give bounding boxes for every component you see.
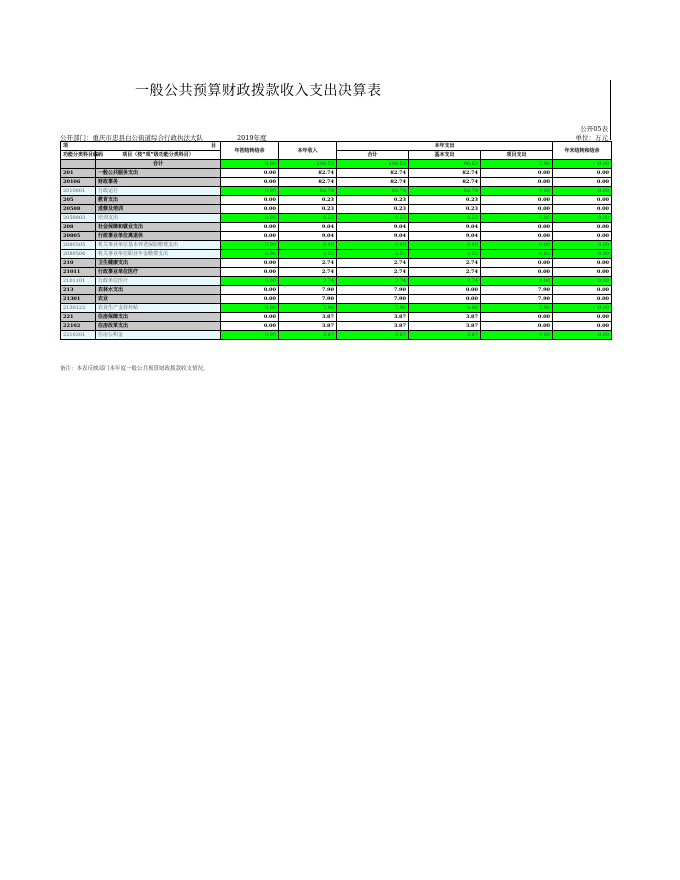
row-value: 2.58 [279,250,337,259]
row-value: 7.90 [481,286,553,295]
row-name: 农业 [96,295,221,304]
header-basic: 基本支出 [409,151,481,160]
row-value: 0.00 [221,205,279,214]
row-value: 82.74 [409,187,481,196]
table-row [61,169,612,178]
table-row [61,178,612,187]
row-value: 0.00 [221,259,279,268]
row-value: 0.00 [553,277,612,286]
header-total: 合计 [337,151,409,160]
row-value: 0.00 [221,277,279,286]
header-income: 本年收入 [279,142,337,160]
row-value: 0.00 [553,169,612,178]
row-value: 0.00 [221,241,279,250]
row-value: 0.00 [221,286,279,295]
row-value: 82.74 [337,178,409,187]
row-value: 0.00 [409,304,481,313]
row-value: 0.00 [481,214,553,223]
header-code: 功能分类科目编码 [61,151,96,160]
row-code: 2101101 [61,277,96,286]
row-code: 201 [61,169,96,178]
table-row [61,196,612,205]
row-value: 0.00 [221,313,279,322]
budget-table [60,141,612,340]
row-value: 3.87 [409,322,481,331]
row-code: 221 [61,313,96,322]
row-value: 0.00 [221,268,279,277]
divider-line [610,80,611,140]
row-value: 3.87 [279,313,337,322]
row-value: 0.00 [221,331,279,340]
header-row-top [61,142,612,151]
row-value: 0.00 [221,214,279,223]
row-name: 进修及培训 [96,205,221,214]
row-value: 0.00 [553,178,612,187]
row-value: 82.74 [337,169,409,178]
page-title: 一般公共预算财政拨款收入支出决算表 [135,83,382,99]
row-value: 2.74 [279,277,337,286]
row-code: 2080505 [61,241,96,250]
table-row [61,241,612,250]
header-name: 项目（按“项”级功能分类科目） [96,151,221,160]
row-code: 210 [61,259,96,268]
row-value: 82.74 [409,169,481,178]
row-value: 82.74 [279,178,337,187]
row-name: 培训支出 [96,214,221,223]
row-value: 82.74 [337,187,409,196]
row-value: 0.23 [409,205,481,214]
row-value: 3.87 [409,313,481,322]
table-row [61,331,612,340]
row-value: 0.00 [553,160,612,169]
row-name: 农业生产支持补贴 [96,304,221,313]
table-body [61,160,612,340]
table-row [61,223,612,232]
table-row [61,313,612,322]
row-value: 0.00 [553,295,612,304]
row-value: 0.23 [409,214,481,223]
row-value: 7.90 [337,295,409,304]
row-name: 教育支出 [96,196,221,205]
row-value: 0.00 [553,250,612,259]
row-code: 20805 [61,232,96,241]
row-value: 0.00 [553,205,612,214]
row-code: 205 [61,196,96,205]
row-value: 9.04 [279,232,337,241]
row-value: 98.63 [409,160,481,169]
table-row [61,268,612,277]
row-value: 0.23 [279,214,337,223]
header-mu: 目 [211,143,217,149]
row-value: 0.00 [553,259,612,268]
row-value: 3.87 [337,313,409,322]
row-value: 2.58 [409,250,481,259]
row-value: 9.04 [337,232,409,241]
row-value: 0.00 [553,214,612,223]
row-value: 0.00 [481,205,553,214]
row-value: 7.90 [279,304,337,313]
table-row [61,160,612,169]
row-value: 0.00 [553,268,612,277]
row-value: 0.23 [279,196,337,205]
row-value: 0.00 [481,187,553,196]
row-name: 财政事务 [96,178,221,187]
row-value: 3.87 [279,322,337,331]
row-name: 行政事业单位离退休 [96,232,221,241]
row-value: 3.87 [409,331,481,340]
row-value: 9.04 [409,223,481,232]
row-value: 0.00 [221,178,279,187]
row-value: 3.87 [337,331,409,340]
row-value: 0.00 [221,196,279,205]
unit-label: 单位：万元 [575,134,608,142]
row-value: 2.74 [337,259,409,268]
row-code: 2130122 [61,304,96,313]
row-value: 0.00 [553,322,612,331]
row-value: 9.04 [409,232,481,241]
row-value: 6.46 [409,241,481,250]
row-value: 0.00 [221,160,279,169]
row-value: 82.74 [279,187,337,196]
row-code: 20106 [61,178,96,187]
row-code: 21011 [61,268,96,277]
row-code: 21301 [61,295,96,304]
table-row [61,322,612,331]
row-code [61,160,96,169]
row-value: 0.00 [481,169,553,178]
row-value: 2.74 [279,268,337,277]
row-value: 0.00 [553,232,612,241]
table-row [61,250,612,259]
row-value: 7.90 [481,160,553,169]
row-value: 0.00 [481,313,553,322]
row-value: 82.74 [279,169,337,178]
row-value: 0.00 [221,169,279,178]
year-label: 2019年度 [237,134,267,142]
row-value: 3.87 [337,322,409,331]
row-value: 2.74 [337,277,409,286]
header-row-main [61,151,612,160]
row-value: 0.00 [481,277,553,286]
row-value: 6.46 [337,241,409,250]
row-value: 2.74 [409,268,481,277]
header-current-expend: 本年支出 [337,142,553,151]
table-row [61,286,612,295]
table-row [61,232,612,241]
row-value: 0.00 [553,331,612,340]
row-name: 住房改革支出 [96,322,221,331]
row-value: 0.23 [279,205,337,214]
row-value: 7.90 [481,304,553,313]
row-value: 9.04 [279,223,337,232]
row-value: 0.00 [553,286,612,295]
row-name: 行政单位医疗 [96,277,221,286]
row-value: 2.74 [337,268,409,277]
row-value: 0.00 [409,286,481,295]
header-begin-balance: 年初结转结余 [221,142,279,160]
row-name: 一般公共服务支出 [96,169,221,178]
row-value: 0.23 [337,214,409,223]
table-row [61,295,612,304]
header-xiang-mu [61,142,221,151]
row-value: 0.00 [221,187,279,196]
row-value: 6.46 [279,241,337,250]
row-code: 208 [61,223,96,232]
row-value: 0.00 [221,295,279,304]
row-name: 行政运行 [96,187,221,196]
table-row [61,205,612,214]
row-value: 2.58 [337,250,409,259]
row-value: 106.53 [337,160,409,169]
row-value: 0.00 [221,322,279,331]
row-value: 106.53 [279,160,337,169]
row-value: 0.00 [553,187,612,196]
row-value: 0.00 [481,250,553,259]
row-name: 合计 [96,160,221,169]
row-name: 行政事业单位医疗 [96,268,221,277]
row-name: 社会保障和就业支出 [96,223,221,232]
row-value: 7.90 [279,286,337,295]
row-name: 农林水支出 [96,286,221,295]
header-project: 项目支出 [481,151,553,160]
row-value: 0.23 [337,196,409,205]
header-xiang: 项 [63,143,69,149]
table-row [61,277,612,286]
row-name: 机关事业单位基本养老保险缴费支出 [96,241,221,250]
row-name: 住房保障支出 [96,313,221,322]
row-value: 0.00 [553,223,612,232]
row-code: 213 [61,286,96,295]
row-code: 2080506 [61,250,96,259]
row-value: 2.74 [279,259,337,268]
row-value: 0.00 [481,268,553,277]
row-value: 0.00 [553,241,612,250]
table-row [61,259,612,268]
row-value: 0.00 [409,295,481,304]
row-value: 7.90 [337,304,409,313]
row-name: 机关事业单位职业年金缴费支出 [96,250,221,259]
row-value: 2.74 [409,277,481,286]
row-value: 7.90 [337,286,409,295]
row-value: 0.00 [481,196,553,205]
row-value: 0.00 [481,178,553,187]
header-end-balance: 年末结转和结余 [553,142,612,160]
row-value: 0.00 [553,313,612,322]
row-value: 0.23 [337,205,409,214]
row-value: 0.23 [409,196,481,205]
row-value: 0.00 [553,196,612,205]
row-name: 住房公积金 [96,331,221,340]
row-value: 2.74 [409,259,481,268]
table-row [61,214,612,223]
form-number: 公开05表 [580,125,608,133]
row-value: 0.00 [221,250,279,259]
row-code: 2010601 [61,187,96,196]
row-value: 0.00 [481,322,553,331]
row-value: 0.00 [481,241,553,250]
row-value: 0.00 [481,259,553,268]
row-value: 3.87 [279,331,337,340]
row-value: 0.00 [553,304,612,313]
table-row [61,304,612,313]
row-code: 2050803 [61,214,96,223]
row-code: 20508 [61,205,96,214]
row-value: 9.04 [337,223,409,232]
row-code: 22102 [61,322,96,331]
department-label: 公开部门：重庆市忠县白公街道综合行政执法大队 [60,134,203,142]
row-value: 0.00 [221,223,279,232]
row-code: 2210201 [61,331,96,340]
row-value: 82.74 [409,178,481,187]
row-name: 卫生健康支出 [96,259,221,268]
row-value: 0.00 [481,232,553,241]
row-value: 0.00 [221,232,279,241]
row-value: 7.90 [481,295,553,304]
row-value: 0.00 [481,331,553,340]
row-value: 0.00 [481,223,553,232]
table-row [61,187,612,196]
footnote: 备注：本表反映部门本年度一般公共预算财政拨款收支情况。 [60,366,209,372]
row-value: 7.90 [279,295,337,304]
row-value: 0.00 [221,304,279,313]
